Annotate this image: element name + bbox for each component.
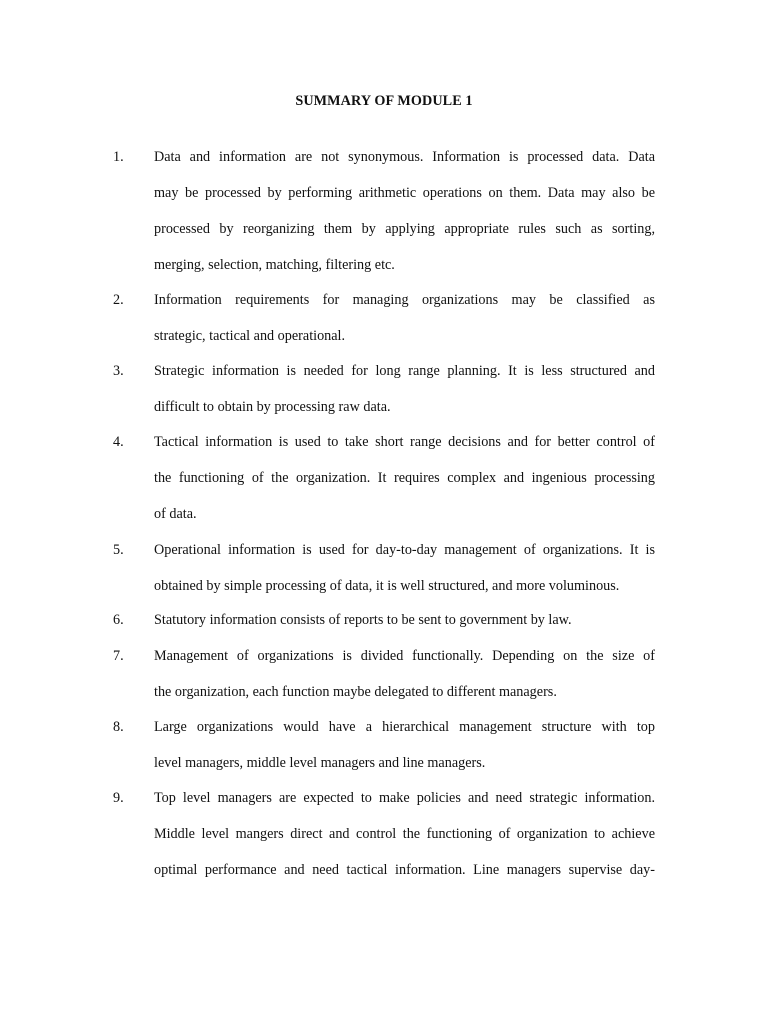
item-number: 7. [113, 648, 124, 664]
item-text-line: Information requirements for managing organizations may be classified as [154, 292, 655, 308]
item-text [154, 541, 655, 595]
item-text-line: of data. [154, 506, 197, 522]
item-text-line: obtained by simple processing of data, it is well structured, and more voluminous. [154, 578, 620, 594]
item-text-line: Statutory information consists of reports to be sent to government by law. [154, 612, 572, 628]
item-text-line: merging, selection, matching, filtering etc. [154, 257, 395, 273]
item-number: 4. [113, 434, 124, 450]
item-text-line: optimal performance and need tactical information. Line managers supervise day- [154, 862, 655, 878]
item-text-line: processed by reorganizing them by applying appropriate rules such as sorting, [154, 221, 655, 237]
item-text [154, 789, 655, 879]
item-number: 9. [113, 790, 124, 806]
item-text-line: Top level managers are expected to make policies and need strategic information. [154, 790, 655, 806]
item-number: 3. [113, 363, 124, 379]
item-text-line: difficult to obtain by processing raw data. [154, 399, 391, 415]
item-text-line: Large organizations would have a hierarchical management structure with top [154, 719, 655, 735]
item-number: 8. [113, 719, 124, 735]
item-text [154, 611, 655, 629]
item-text [154, 433, 655, 523]
item-text [154, 647, 655, 701]
item-number: 2. [113, 292, 124, 308]
item-text-line: level managers, middle level managers and line managers. [154, 755, 486, 771]
item-text-line: the organization, each function maybe delegated to different managers. [154, 684, 557, 700]
item-number: 1. [113, 149, 124, 165]
item-text-line: may be processed by performing arithmetic operations on them. Data may also be [154, 185, 655, 201]
item-text [154, 362, 655, 416]
item-text-line: Operational information is used for day-to-day management of organizations. It is [154, 542, 655, 558]
item-text-line: Management of organizations is divided functionally. Depending on the size of [154, 648, 655, 664]
item-text-line: Middle level mangers direct and control the functioning of organization to achieve [154, 826, 655, 842]
item-text-line: Tactical information is used to take short range decisions and for better control of [154, 434, 655, 450]
item-text-line: Data and information are not synonymous. Information is processed data. Data [154, 149, 655, 165]
item-text-line: Strategic information is needed for long range planning. It is less structured and [154, 363, 655, 379]
item-text-line: strategic, tactical and operational. [154, 328, 346, 344]
item-text-line: the functioning of the organization. It requires complex and ingenious processing [154, 470, 655, 486]
document-title: SUMMARY OF MODULE 1 [295, 93, 473, 109]
item-text [154, 148, 655, 274]
item-text [154, 718, 655, 772]
item-number: 5. [113, 542, 124, 558]
item-text [154, 291, 655, 345]
item-number: 6. [113, 612, 124, 628]
